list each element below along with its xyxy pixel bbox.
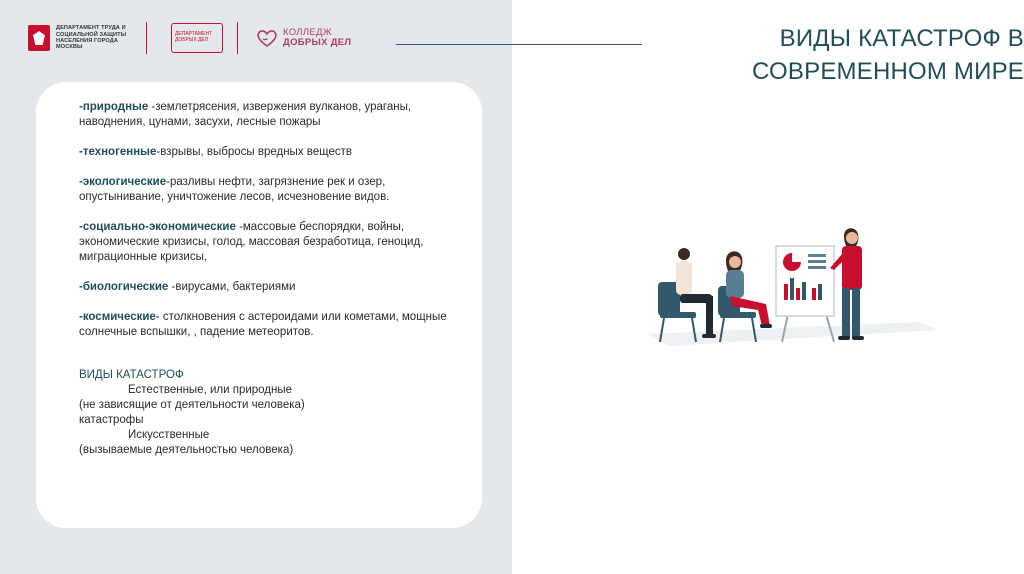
category-name: -техногенные <box>79 146 157 158</box>
types-heading: ВИДЫ КАТАСТРОФ <box>79 369 184 381</box>
category-name: -экологические <box>79 176 167 188</box>
category-text: -вирусами, бактериями <box>168 281 296 293</box>
college-name <box>283 28 351 48</box>
category-name: -природные <box>79 101 149 113</box>
dept-short-logo-text: ДЕПАРТАМЕНТ ДОБРЫХ ДЕЛ <box>175 31 213 43</box>
man-figure <box>676 248 716 338</box>
college-line2: ДОБРЫХ ДЕЛ <box>283 37 352 48</box>
disaster-types <box>79 368 456 458</box>
title-rule <box>396 44 642 45</box>
page-title: ВИДЫ КАТАСТРОФ В СОВРЕМЕННОМ МИРЕ <box>752 25 1024 85</box>
dept-good-deeds-logo <box>171 23 223 53</box>
logo-divider <box>146 22 147 54</box>
meeting-illustration <box>648 224 938 352</box>
types-artificial-desc: (вызываемые деятельностью человека) <box>79 444 294 456</box>
category-text: -массовые беспорядки, войны, экономические кризисы, голод, массовая безработица, геноцид, миграционные кризисы, <box>79 221 424 263</box>
category-text: - столкновения с астероидами или кометами, мощные солнечные вспышки, , падение метеоритов. <box>79 311 447 338</box>
category-biological <box>79 280 456 295</box>
category-name: -космические <box>79 311 156 323</box>
category-natural <box>79 100 456 130</box>
college-line1: КОЛЛЕДЖ <box>283 27 332 38</box>
types-artificial: Искусственные <box>128 429 210 441</box>
category-name: -биологические <box>79 281 169 293</box>
category-ecological <box>79 175 456 205</box>
category-text: -взрывы, выбросы вредных веществ <box>156 146 352 158</box>
college-logo <box>256 27 351 49</box>
logo-row <box>28 20 351 56</box>
category-technogenic <box>79 145 456 160</box>
category-socioeconomic <box>79 220 456 265</box>
category-text: -землетрясения, извержения вулканов, ураганы, наводнения, цунами, засухи, лесные пожары <box>79 101 412 128</box>
content-card <box>36 82 482 528</box>
dept-logo-text: ДЕПАРТАМЕНТ ТРУДА И СОЦИАЛЬНОЙ ЗАЩИТЫ НАСЕЛЕНИЯ ГОРОДА МОСКВЫ <box>56 25 127 51</box>
dept-logo-frame <box>171 23 223 53</box>
heart-hand-icon <box>256 27 278 49</box>
floor-shadow <box>648 322 938 346</box>
types-word: катастрофы <box>79 414 144 426</box>
types-natural-desc: (не зависящие от деятельности человека) <box>79 399 305 411</box>
logo-divider <box>237 22 238 54</box>
moscow-emblem-icon <box>28 25 50 51</box>
category-cosmic <box>79 310 456 340</box>
types-natural: Естественные, или природные <box>128 384 293 396</box>
woman-standing-figure <box>830 228 864 340</box>
category-text: -разливы нефти, загрязнение рек и озер, опустынивание, уничтожение лесов, исчезновение видов. <box>79 176 390 203</box>
category-name: -социально-экономические <box>79 221 236 233</box>
moscow-dept-logo <box>28 25 128 51</box>
